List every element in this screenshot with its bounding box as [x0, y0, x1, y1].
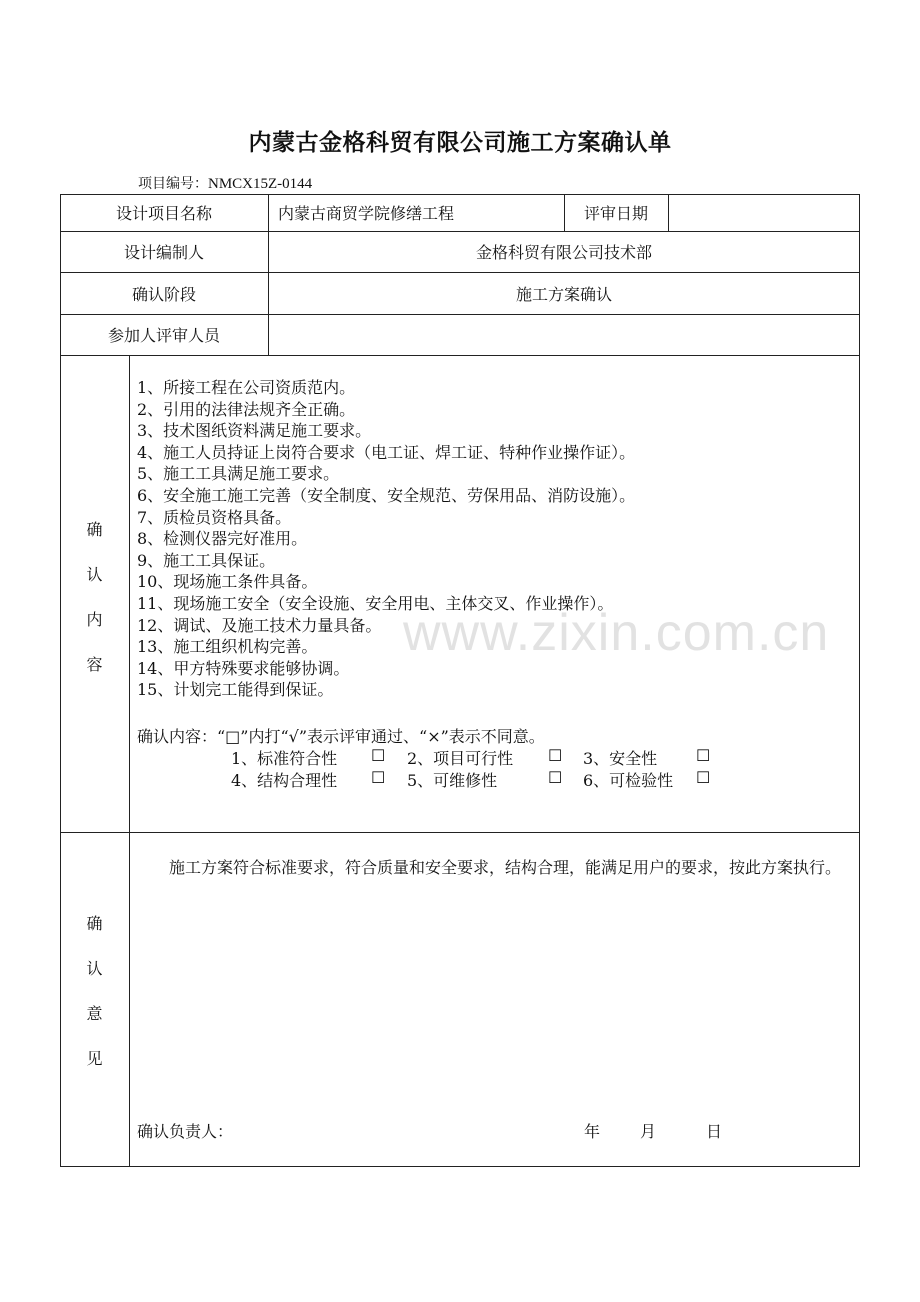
watermark: www.zixin.com.cn: [403, 604, 830, 662]
project-number-value: NMCX15Z-0144: [208, 176, 313, 192]
criterion-checkbox[interactable]: ☐: [696, 768, 711, 787]
content-section-label: [60, 512, 129, 680]
label-char: 容: [86, 655, 103, 674]
list-item: 8、检测仪器完好准用。: [137, 529, 308, 549]
label-char: 认: [86, 565, 103, 584]
signer-label: 确认负责人：: [137, 1122, 234, 1141]
stage-label: 确认阶段: [131, 284, 196, 304]
label-char: 确: [86, 520, 103, 539]
label-char: 认: [86, 959, 103, 978]
list-item: 10、现场施工条件具备。: [137, 572, 318, 592]
label-char: 内: [86, 610, 103, 629]
review-date-label: 评审日期: [583, 204, 648, 223]
design-name-value: 内蒙古商贸学院修缮工程: [278, 204, 455, 223]
criterion-label: 3、安全性: [583, 749, 658, 768]
stage-value: 施工方案确认: [515, 284, 612, 304]
criterion-checkbox[interactable]: ☐: [371, 746, 386, 765]
project-number-label: 项目编号：: [138, 176, 208, 192]
criterion-label: 1、标准符合性: [231, 749, 338, 768]
row-divider: [60, 832, 860, 833]
opinion-text: 施工方案符合标准要求，符合质量和安全要求，结构合理，能满足用户的要求，按此方案执行。: [169, 858, 842, 877]
list-item: 7、质检员资格具备。: [137, 507, 292, 527]
reviewers-value[interactable]: [268, 314, 860, 355]
criterion-checkbox[interactable]: ☐: [548, 746, 563, 765]
sign-month: 月: [640, 1122, 657, 1141]
review-date-value[interactable]: [668, 194, 860, 231]
design-name-label: 设计项目名称: [115, 204, 212, 223]
list-item: 11、现场施工安全（安全设施、安全用电、主体交叉、作业操作）。: [137, 593, 614, 613]
criterion-checkbox[interactable]: ☐: [548, 768, 563, 787]
list-item: 9、施工工具保证。: [137, 550, 276, 570]
sign-day: 日: [706, 1122, 723, 1141]
list-item: 4、施工人员持证上岗符合要求（电工证、焊工证、特种作业操作证）。: [137, 442, 636, 462]
col-divider: [129, 355, 130, 1167]
list-item: 13、施工组织机构完善。: [137, 637, 318, 657]
criterion-label: 4、结构合理性: [231, 771, 338, 790]
criterion-checkbox[interactable]: ☐: [371, 768, 386, 787]
list-item: 12、调试、及施工技术力量具备。: [137, 615, 382, 635]
row-divider: [60, 355, 860, 356]
compiler-value: 金格科贸有限公司技术部: [475, 243, 652, 262]
list-item: 5、施工工具满足施工要求。: [137, 464, 340, 484]
criterion-label: 2、项目可行性: [407, 749, 514, 768]
criterion-checkbox[interactable]: ☐: [696, 746, 711, 765]
criterion-label: 5、可维修性: [407, 771, 498, 790]
sign-year: 年: [584, 1122, 601, 1141]
compiler-label: 设计编制人: [123, 243, 204, 262]
list-item: 14、甲方特殊要求能够协调。: [137, 658, 350, 678]
list-item: 2、引用的法律法规齐全正确。: [137, 399, 356, 419]
opinion-section-label: [60, 912, 129, 1068]
criterion-label: 6、可检验性: [583, 771, 674, 790]
reviewers-label: 参加人评审人员: [107, 326, 220, 345]
list-item: 6、安全施工施工完善（安全制度、安全规范、劳保用品、消防设施）。: [137, 485, 636, 505]
document-title: 内蒙古金格科贸有限公司施工方案确认单: [248, 129, 672, 156]
project-number: [138, 173, 312, 193]
list-item: 3、技术图纸资料满足施工要求。: [137, 421, 372, 441]
label-char: 确: [86, 914, 103, 933]
list-item: 1、所接工程在公司资质范内。: [137, 378, 356, 397]
label-char: 意: [86, 1004, 103, 1023]
list-item: 15、计划完工能得到保证。: [137, 680, 334, 700]
label-char: 见: [86, 1049, 103, 1068]
legend-note: 确认内容：“□”内打“√”表示评审通过、“×”表示不同意。: [137, 727, 545, 746]
